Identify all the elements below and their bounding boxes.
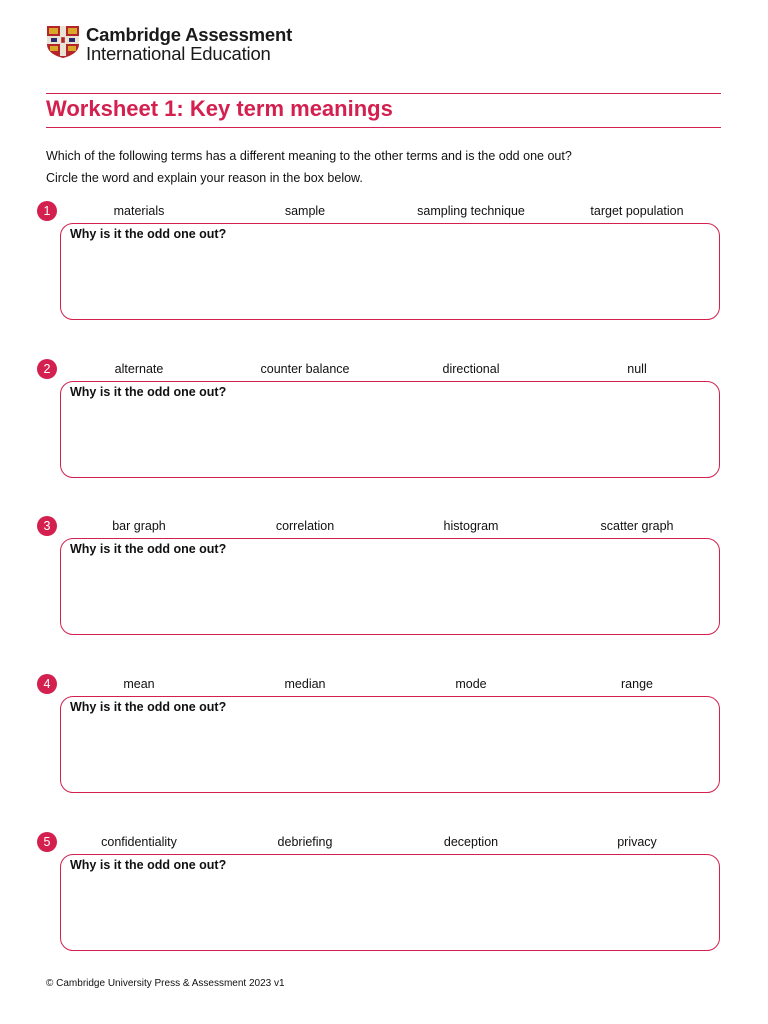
question-number-badge: 2 [37,359,57,379]
answer-box[interactable] [60,538,720,635]
organization-subtitle: International Education [86,43,271,64]
term-option[interactable]: target population [590,204,684,218]
term-option[interactable]: counter balance [260,362,350,376]
answer-box-label: Why is it the odd one out? [70,542,227,556]
cambridge-shield-icon [46,25,80,59]
term-option[interactable]: histogram [443,519,499,533]
question-1 [0,201,768,341]
answer-box[interactable] [60,854,720,951]
title-rule-top [46,93,721,94]
answer-box[interactable] [60,696,720,793]
term-option[interactable]: scatter graph [600,519,674,533]
page-title: Worksheet 1: Key term meanings [46,96,393,121]
term-option[interactable]: null [627,362,647,376]
answer-box-label: Why is it the odd one out? [70,227,227,241]
title-rule-bottom [46,127,721,128]
term-option[interactable]: confidentiality [101,835,177,849]
term-option[interactable]: deception [443,835,499,849]
question-5 [0,832,768,972]
term-option[interactable]: range [621,677,653,691]
term-option[interactable]: materials [113,204,165,218]
answer-box-label: Why is it the odd one out? [70,858,227,872]
copyright-footer: © Cambridge University Press & Assessment 2023 v1 [46,978,285,989]
question-2 [0,359,768,499]
term-option[interactable]: sampling technique [417,204,525,218]
term-option[interactable]: correlation [275,519,335,533]
term-option[interactable]: median [284,677,326,691]
question-number-badge: 4 [37,674,57,694]
answer-box[interactable] [60,223,720,320]
answer-box-label: Why is it the odd one out? [70,385,227,399]
term-option[interactable]: privacy [617,835,657,849]
question-3 [0,516,768,656]
term-option[interactable]: alternate [114,362,164,376]
term-option[interactable]: mean [123,677,155,691]
instruction-line-2: Circle the word and explain your reason in the box below. [46,171,363,185]
instruction-line-1: Which of the following terms has a different meaning to the other terms and is the odd one out? [46,149,572,163]
organization-name: Cambridge Assessment [86,24,293,45]
question-number-badge: 3 [37,516,57,536]
term-option[interactable]: debriefing [277,835,333,849]
question-number-badge: 1 [37,201,57,221]
cambridge-logo [46,25,292,63]
term-option[interactable]: bar graph [112,519,166,533]
term-option[interactable]: mode [455,677,487,691]
answer-box-label: Why is it the odd one out? [70,700,227,714]
question-number-badge: 5 [37,832,57,852]
term-option[interactable]: sample [284,204,326,218]
answer-box[interactable] [60,381,720,478]
term-option[interactable]: directional [442,362,500,376]
question-4 [0,674,768,814]
